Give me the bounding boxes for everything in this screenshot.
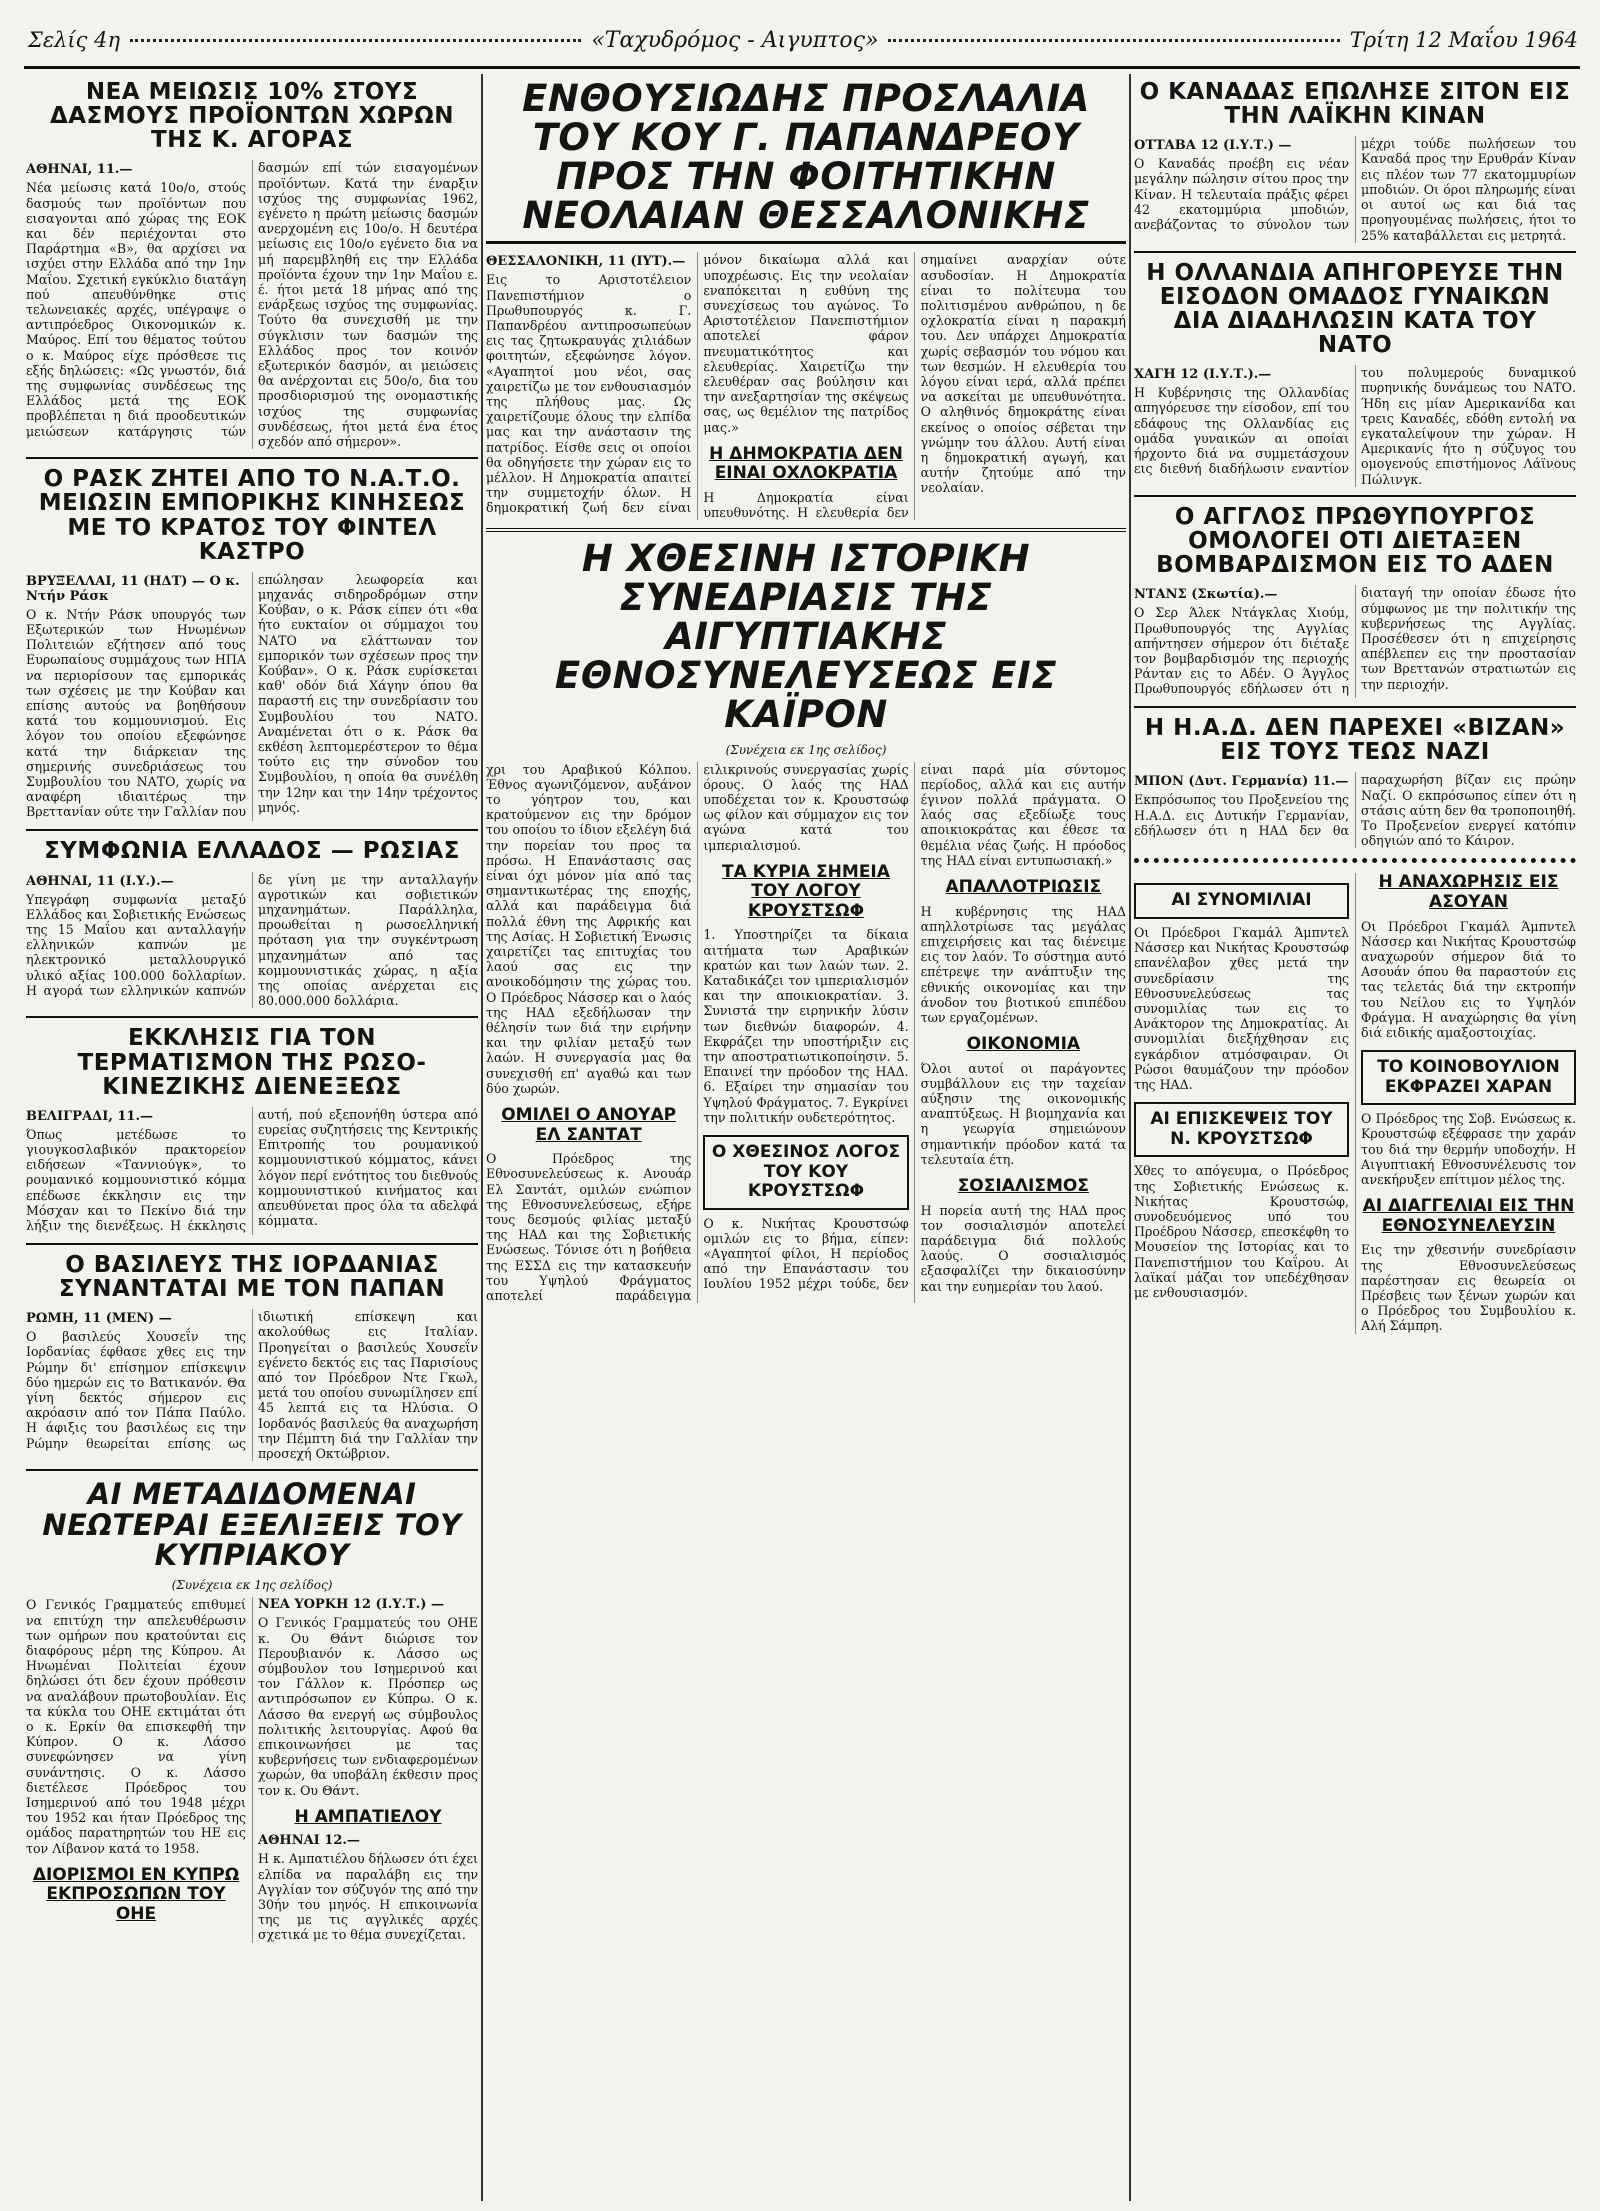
article-body [486, 252, 1126, 520]
headline: ΣΥΜΦΩΝΙΑ ΕΛΛΑΔΟΣ — ΡΩΣΙΑΣ [44, 838, 460, 865]
article-text: Εις την χθεσινήν συνεδρίασιν της Εθνοσυνελεύσεως παρέστησαν εις θεωρεία οι Πρέσβεις των ξένων χωρών και ο Πρόεδρος του Συμβουλίου κ. Αλή Σάμπρη. [1361, 1242, 1576, 1334]
article-text: Υπεγράφη συμφωνία μεταξύ Ελλάδος και Σοβιετικής Ενώσεως της 15 Μαΐου και ανταλλαγήν ελληνικών καπνών με ηλεκτρονικό μεταλλουργικό υλικό αξίας 100.000 δολλαρίων. Η αγορά των ελληνικών καπνών δε γίνη με την ανταλλαγήν αγροτικών και σοβιετικών μηχανημάτων. Παράλληλα, προωθείται η ρωσοελληνική πρόταση για την συγκέντρωση μηχανημάτων από τας κομμουνιστικάς χώρας, η αξία της οποίας ανέρχεται εις 80.000.000 δολλάρια. [26, 871, 478, 1009]
headline: ΑΙ ΜΕΤΑΔΙΔΟΜΕΝΑΙ ΝΕΩΤΕΡΑΙ ΕΞΕΛΙΞΕΙΣ ΤΟΥ ΚΥΠΡΙΑΚΟΥ [42, 1477, 462, 1572]
continuation-note: (Συνέχεια εκ 1ης σελίδος) [725, 742, 887, 757]
article-text: Ο Πρόεδρος της Σοβ. Ενώσεως κ. Κρουστσώφ εξέφρασε την χαράν του διά την θερμήν υποδοχήν. Η Αιγυπτιακή Εθνοσυνέλευσις τον ανεκήρυξεν επίτιμον μέλος της. [1361, 1111, 1576, 1188]
article-text: Η Δημοκρατία είναι υπευθυνότης. Η ελευθερία δεν σημαίνει αναρχίαν ούτε ασυδοσίαν. Η Δημοκρατία είναι το πολίτευμα του πολιτισμένου ανθρώπου, η δε οχλοκρατία είναι η παρακμή του. Δεν υπάρχει Δημοκρατία χωρίς σεβασμόν του νόμου και των θεσμών. Η ελευθερία του λόγου είναι ιερά, αλλά πρέπει να ασκείται με υπευθυνότητα. Ο αληθινός δημοκράτης είναι εκείνος ο οποίος σέβεται την γνώμην του άλλου. Αυτή είναι η δημοκρατική αγωγή, και αυτήν ζητούμε από την νεολαίαν. [703, 252, 1126, 521]
dateline: ΑΘΗΝΑΙ 12.— [258, 1833, 360, 1849]
article-text: Η κυβέρνησις της ΗΑΔ απηλλοτρίωσε τας μεγάλας επιχειρήσεις και τας διένειμε εις τον λαόν. Το σύστημα αυτό επέτρεψε την ανάπτυξιν της εθνικής οικονομίας και την άνοδον του βιοτικού επιπέδου των εργαζομένων. [920, 903, 1126, 1025]
subheading: ΤΟ ΚΟΙΝΟΒΟΥΛΙΟΝ ΕΚΦΡΑΖΕΙ ΧΑΡΑΝ [1361, 1050, 1576, 1105]
dateline: ΟΤΤΑΒΑ 12 (Ι.Υ.Τ.) — [1134, 138, 1292, 154]
article-text: Όπως μετέδωσε το γιουγκοσλαβικόν πρακτορείον ειδήσεων «Ταννιούγκ», το ρουμανικό κομμουνιστικό κόμμα επέδωσε έκκλησιν εις την Μόσχαν και το Πεκίνο διά την λήξιν της διενέξεως. Η έκκλησις αυτή, πού εξεπονήθη ύστερα από ευρείας συζητήσεις της Κεντρικής Επιτροπής του ρουμανικού κομμουνιστικού κόμματος, κάνει λόγον περί ενότητος του διεθνούς κομμουνιστικού κινήματος και απευθύνεται προς όλα τα αδελφά κόμματα. [26, 1106, 478, 1233]
dateline: ΝΕΑ ΥΟΡΚΗ 12 (Ι.Υ.Τ.) — [258, 1597, 444, 1613]
article-separator [1134, 706, 1576, 708]
article-body [1134, 136, 1576, 242]
article-text: Ο Καναδάς προέβη εις νέαν μεγάλην πώλησιν σίτου προς την Κίναν. Η τελευταία πράξις φέρει 42 εκατομμύρια μποδιών, ανεβάζοντας το σύνολον των μέχρι τούδε πωλήσεων του Καναδά προς την Ερυθράν Κίναν εις πλέον των 77 εκατομμυρίων μποδιών. Οι όροι πληρωμής είναι οι αυτοί ως και διά τας προηγουμένας πωλήσεις, ήτοι το 25% καταβάλλεται εις μετρητά. [1134, 136, 1576, 243]
masthead-rule [24, 66, 1580, 69]
headline: Η ΧΘΕΣΙΝΗ ΙΣΤΟΡΙΚΗ ΣΥΝΕΔΡΙΑΣΙΣ ΤΗΣ ΑΙΓΥΠΤΙΑΚΗΣ ΕΘΝΟΣΥΝΕΛΕΥΣΕΩΣ ΕΙΣ ΚΑΪΡΟΝ [554, 537, 1058, 736]
dateline: ΧΑΓΗ 12 (Ι.Υ.Τ.).— [1134, 367, 1272, 383]
article-text: χρι του Αραβικού Κόλπου. Έθνος αγωνιζόμενον, αυξάνον το γόητρον του, και κρατούμενον εις την δρόμον του οποίου το ίδιον εξελέγη διά την πορείαν του προς τα πρόσω. Η Επανάστασις σας είναι όχι μόνον μία από τας σημαντικωτέρας της εποχής, αλλά και παράδειγμα διά πολλά έθνη της Αφρικής και της Ασίας. Η Σοβιετική Ένωσις χαιρετίζει τας επιτυχίας του λαού σας εις την ανοικοδόμησιν της χώρας του. Ο Πρόεδρος Νάσσερ και ο λαός της ΗΑΔ εξεδήλωσαν την θέλησίν των διά την ειρήνην και την φιλίαν μεταξύ των λαών. Η συνεργασία μας θα συνεχισθή επ' αγαθώ και των δύο χωρών. [486, 761, 692, 1096]
subheading: Η ΔΗΜΟΚΡΑΤΙΑ ΔΕΝ ΕΙΝΑΙ ΟΧΛΟΚΡΑΤΙΑ [709, 443, 903, 484]
subheading: Η ΑΜΠΑΤΙΕΛΟΥ [294, 1806, 442, 1827]
headline: Ο ΡΑΣΚ ΖΗΤΕΙ ΑΠΟ ΤΟ Ν.Α.Τ.Ο. ΜΕΙΩΣΙΝ ΕΜΠΟΡΙΚΗΣ ΚΙΝΗΣΕΩΣ ΜΕ ΤΟ ΚΡΑΤΟΣ ΤΟΥ ΦΙΝΤΕΛ ΚΑΣΤΡΟ [38, 466, 466, 565]
article-text: Ο βασιλεύς Χουσεΐν της Ιορδανίας έφθασε χθες εις την Ρώμην δι' επίσημον επίσκεψιν δύο ημερών εις το Βατικανόν. Θα γίνη δεκτός σήμερον εις ακρόασιν από τον Πάπα Παύλο. Η άφιξις του βασιλέως εις την Ρώμην θεωρείται επίσης ως ιδιωτική επίσκεψη και ακολούθως εις Ιταλίαν. Προηγείται ο βασιλεύς Χουσεΐν εγένετο δεκτός εις τας Παρισίους από τον Πρόεδρον Ντε Γκωλ, μετά του οποίου συνωμίλησεν επί 45 λεπτά εις τα Ηλύσια. Ο Ιορδανός βασιλεύς θα αναχωρήση την Πέμπτη διά την Γαλλίαν την προσεχή Οκτώβριον. [26, 1309, 478, 1461]
article-text: Εκπρόσωπος του Προξενείου της Η.Α.Δ. εις Δυτικήν Γερμανίαν, εδήλωσεν ότι η ΗΑΔ δεν θα παραχωρήση βίζαν εις πρώην Ναζί. Ο εκπρόσωπος είπεν ότι η στάσις αύτη δεν θα τροποποιηθή. Το Προξενείον ενεργεί κατόπιν οδηγιών από το Κάιρον. [1134, 772, 1576, 849]
article-body [26, 1107, 478, 1235]
article-text: Οι Πρόεδροι Γκαμάλ Άμπντελ Νάσσερ και Νικήτας Κρουστσώφ επανέλαβον χθες μετά την συνεδρίασιν της Εθνοσυνελεύσεως τας συνομιλίας των εις το Ανάκτορον της Δημοκρατίας. Αι συνομιλίαι διεξήχθησαν εις εγκάρδιον ατμόσφαιραν. Οι Ρώσοι θαυμάζουν την πρόοδον της ΗΑΔ. [1134, 924, 1349, 1093]
masthead-dots [130, 39, 581, 42]
article-separator [1134, 858, 1576, 863]
subheading: Ο ΧΘΕΣΙΝΟΣ ΛΟΓΟΣ ΤΟΥ ΚΟΥ ΚΡΟΥΣΤΣΩΦ [703, 1135, 908, 1210]
subheading: ΟΙΚΟΝΟΜΙΑ [966, 1034, 1081, 1055]
dateline: ΒΡΥΞΕΛΛΑΙ, 11 (ΗΔΤ) — Ο κ. Ντήν Ράσκ [26, 573, 240, 604]
masthead [28, 18, 1578, 62]
column-center [486, 74, 1126, 2201]
issue-date: Τρίτη 12 Μαΐου 1964 [1349, 28, 1578, 52]
article-text: 1. Υποστηρίζει τα δίκαια αιτήματα των Αραβικών κρατών και των λαών των. 2. Καταδικάζει τον ιμπεριαλισμόν και την αποικιοκρατίαν. 3. Συνιστά την ειρηνικήν λύσιν των διεθνών διαφορών. 4. Εκφράζει την υποστήριξιν εις την αποστρατιωτικοποίησιν. 5. Επαινεί την πρόοδον της ΗΑΔ. 6. Εξαίρει την σημασίαν του Υψηλού Φράγματος. 7. Εγκρίνει την πολιτικήν ουδετερότητος. [703, 927, 909, 1125]
article-text: Ο Γενικός Γραμματεύς του ΟΗΕ κ. Ου Θάντ διώρισε τον Περουβιανόν κ. Λάσσο ως σύμβουλον του Ισημερινού και τον Γάλλον κ. Πρόσπερ ως αντιπρόσωπον εν Κύπρω. Ο κ. Λάσσο θα ενεργή ως σύμβουλος πολιτικής λειτουργίας. Αφού θα επικοινωνήσει με τας κυβερνήσεις των ενδιαφερομένων χωρών, θα υποβάλη έκθεσιν προς τον κ. Ου Θάντ. [258, 1615, 478, 1798]
article-text: Ο Γενικός Γραμματεύς επιθυμεί να επιτύχη την απελευθέρωσιν των ομήρων που κρατούνται εις διαφόρους μέρη της Κύπρου. Αι Ηνωμέναι Πολιτείαι έχουν δηλώσει ότι δεν έχουν πρόθεσιν να αναλάβουν πρωτοβουλίαν. Εις τα κύκλα του ΟΗΕ εκτιμάται ότι ο κ. Ερκίν θα επισκεφθή την Κύπρον. Ο κ. Λάσσο συνεφώνησεν να γίνη συνάντησις. Ο κ. Λάσσο διετέλεσε Πρόεδρος του Ισημερινού από του 1948 μέχρι του 1952 και ήταν Πρόεδρος της ομάδος παρατηρητών του ΗΕ εις τον Λίβανον κατά το 1958. [26, 1597, 246, 1856]
headline: Η Η.Α.Δ. ΔΕΝ ΠΑΡΕΧΕΙ «ΒΙΖΑΝ» ΕΙΣ ΤΟΥΣ ΤΕΩΣ ΝΑΖΙ [1144, 715, 1566, 766]
article-body [1134, 365, 1576, 487]
paper-name: «Ταχυδρόμος - Αιγυπτος» [591, 27, 879, 53]
headline: Η ΟΛΛΑΝΔΙΑ ΑΠΗΓΟΡΕΥΣΕ ΤΗΝ ΕΙΣΟΔΟΝ ΟΜΑΔΟΣ ΓΥΝΑΙΚΩΝ ΔΙΑ ΔΙΑΔΗΛΩΣΙΝ ΚΑΤΑ ΤΟΥ ΝΑΤΟ [1146, 259, 1564, 359]
article-text: Οι Πρόεδροι Γκαμάλ Άμπντελ Νάσσερ και Νικήτας Κρουστσώφ αναχωρούν σήμερον διά το Ασουάν όπου θα παραστούν εις τας τελετάς διά την εκτροπήν του Νείλου εις το Υψηλόν Φράγμα. Η αναχώρησις θα γίνη διά ειδικής αμαξοστοιχίας. [1361, 918, 1576, 1040]
subheading: ΤΑ ΚΥΡΙΑ ΣΗΜΕΙΑ ΤΟΥ ΛΟΓΟΥ ΚΡΟΥΣΤΣΩΦ [722, 861, 890, 921]
article-separator [26, 1016, 478, 1018]
article-body [26, 1309, 478, 1461]
headline: ΕΚΚΛΗΣΙΣ ΓΙΑ ΤΟΝ ΤΕΡΜΑΤΙΣΜΟΝ ΤΗΣ ΡΩΣΟ-ΚΙΝΕΖΙΚΗΣ ΔΙΕΝΕΞΕΩΣ [77, 1025, 427, 1100]
article-separator [26, 1243, 478, 1245]
article-text: Όλοι αυτοί οι παράγοντες συμβάλλουν εις την ταχείαν αύξησιν της οικονομικής αναπτύξεως. Η βιομηχανία και η γεωργία σημειώνουν σημαντικήν πρόοδον κατά τα τελευταία έτη. [920, 1060, 1126, 1167]
dateline: ΒΕΛΙΓΡΑΔΙ, 11.— [26, 1108, 153, 1124]
article-separator [26, 1469, 478, 1471]
headline: Ο ΑΓΓΛΟΣ ΠΡΩΘΥΠΟΥΡΓΟΣ ΟΜΟΛΟΓΕΙ ΟΤΙ ΔΙΕΤΑΞΕΝ ΒΟΜΒΑΡΔΙΣΜΟΝ ΕΙΣ ΤΟ ΑΔΕΝ [1156, 503, 1554, 579]
dateline: ΑΘΗΝΑΙ, 11 (Ι.Υ.).— [26, 873, 174, 889]
article-body [1134, 585, 1576, 698]
column-right [1134, 74, 1576, 2201]
dateline: ΝΤΑΝΣ (Σκωτία).— [1134, 587, 1278, 603]
page-label: Σελίς 4η [28, 28, 121, 52]
subheading: ΟΜΙΛΕΙ Ο ΑΝΟΥΑΡ ΕΛ ΣΑΝΤΑΤ [501, 1105, 677, 1145]
column-divider [481, 74, 483, 2201]
subheading: ΑΠΑΛΛΟΤΡΙΩΣΙΣ [945, 876, 1102, 897]
article-body [26, 160, 478, 449]
subheading: ΑΙ ΕΠΙΣΚΕΨΕΙΣ ΤΟΥ Ν. ΚΡΟΥΣΤΣΩΦ [1134, 1102, 1349, 1157]
masthead-dots [888, 39, 1339, 42]
article-separator [1134, 251, 1576, 253]
article-text: Ο κ. Ντήν Ράσκ υπουργός των Εξωτερικών των Ηνωμένων Πολιτειών εζήτησεν από τους Ευρωπαίους συμμάχους των ΗΠΑ να περιορίσουν τας εμπορικάς των σχέσεις με την Κούβαν και επίσης αυτούς να βοηθήσουν κατά του κομμουνισμού. Εις λόγον του οποίου εξεφώνησε κατά την διάρκειαν της σημερινής συνεδριάσεως του Συμβουλίου του ΝΑΤΟ, χωρίς να αναφέρη ιδιαιτέρως την Βρεττανίαν ούτε την Γαλλίαν που επώλησαν λεωφορεία και μηχανάς σιδηροδρόμων στην Κούβαν, ο κ. Ράσκ είπεν ότι «θα ήτο ευκταίον οι σύμμαχοι του ΝΑΤΟ να ελάττωναν τον εμπορικόν των σχέσεων προς την Κούβαν». Ο κ. Ράσκ ευρίσκεται καθ' οδόν διά Χάγην όπου θα παραστή εις την συνεδρίασιν του Συμβουλίου του ΝΑΤΟ. Αναμένεται ότι ο κ. Ράσκ θα εκθέση λεπτομερέστερον το θέμα τούτο εις την σύνοδον του Συμβουλίου, η οποία θα συνέλθη την 12ην και την 14ην τρέχοντος μηνός. [26, 571, 478, 820]
article-text: Ο κ. Νικήτας Κρουστσώφ ομιλών εις το βήμα, είπεν: «Αγαπητοί φίλοι, Η περίοδος από την Επανάστασιν του Ιουλίου 1952 μέχρι τούδε, δεν είναι παρά μία σύντομος περίοδος, αλλά και εις αυτήν έγινον πολλά πράγματα. Ο λαός σας εξεδίωξε τους αποικιοκράτας και έθεσε τα θεμέλια νέας ζωής. Η πρόοδος της ΗΑΔ είναι εντυπωσιακή.» [703, 761, 1126, 1292]
article-text: Ο Σερ Άλεκ Ντάγκλας Χιούμ, Πρωθυπουργός της Αγγλίας απήντησεν σήμερον ότι διέταξε τον βομβαρδισμόν της περιοχής Ράνταν εις το Αδέν. Ο Άγγλος Πρωθυπουργός εδήλωσεν ότι η διαταγή την οποίαν έδωσε ήτο σύμφωνος με την πολιτικήν της κυβερνήσεως της Αγγλίας. Προσέθεσεν ότι η επιχείρησις απέβλεπεν εις την προστασίαν των Βρεττανών στρατιωτών εις την περιοχήν. [1134, 585, 1576, 697]
article-body [26, 872, 478, 1009]
article-body [1134, 873, 1576, 1333]
column-divider [1129, 74, 1131, 2201]
article-body [26, 1597, 478, 1942]
article-separator [1134, 495, 1576, 497]
article-text: Η κ. Αμπατιέλου δήλωσεν ότι έχει ελπίδα να παραλάβη εις την Αγγλίαν τον σύζυγόν της από την 30ήν του μηνός. Η επικοινωνία της με τις αγγλικές αρχές σχετικά με το θέμα συνεχίζεται. [258, 1851, 478, 1943]
article-text: Η πορεία αυτή της ΗΑΔ προς τον σοσιαλισμόν αποτελεί παράδειγμα διά πολλούς λαούς. Ο σοσιαλισμός εξασφαλίζει την δικαιοσύνην και την ευημερίαν του λαού. [920, 1202, 1126, 1294]
dateline: ΜΠΟΝ (Δυτ. Γερμανία) 11.— [1134, 774, 1349, 790]
continuation-note: (Συνέχεια εκ 1ης σελίδος) [171, 1578, 333, 1593]
subheading: Η ΑΝΑΧΩΡΗΣΙΣ ΕΙΣ ΑΣΟΥΑΝ [1378, 872, 1559, 912]
article-separator [486, 528, 1126, 532]
headline: Ο ΒΑΣΙΛΕΥΣ ΤΗΣ ΙΟΡΔΑΝΙΑΣ ΣΥΝΑΝΤΑΤΑΙ ΜΕ ΤΟΝ ΠΑΠΑΝ [58, 1251, 446, 1302]
dateline: ΡΩΜΗ, 11 (ΜΕΝ) — [26, 1311, 172, 1327]
column-left [26, 74, 478, 2201]
article-text: Ο Πρόεδρος της Εθνοσυνελεύσεως κ. Ανουάρ Ελ Σαντάτ, ομιλών ενώπιον της Εθνοσυνελεύσεως, εξήρε τους δεσμούς φιλίας μεταξύ της ΗΑΔ και της Σοβιετικής Ενώσεως. Τόνισε ότι η βοήθεια της ΕΣΣΔ εις την κατασκευήν του Υψηλού Φράγματος αποτελεί παράδειγμα ειλικρινούς συνεργασίας χωρίς όρους. Ο λαός της ΗΑΔ υποδέχεται τον κ. Κρουστσώφ ως φίλον και σύμμαχον εις τον αγώνα κατά του ιμπεριαλισμού. [486, 761, 909, 1303]
article-separator [26, 829, 478, 831]
subheading: ΣΟΣΙΑΛΙΣΜΟΣ [957, 1176, 1089, 1197]
headline: ΝΕΑ ΜΕΙΩΣΙΣ 10% ΣΤΟΥΣ ΔΑΣΜΟΥΣ ΠΡΟΪΟΝΤΩΝ ΧΩΡΩΝ ΤΗΣ Κ. ΑΓΟΡΑΣ [49, 79, 455, 154]
article-text: Χθες το απόγευμα, ο Πρόεδρος της Σοβιετικής Ενώσεως κ. Νικήτας Κρουστσώφ, συνοδευόμενος υπό του Προέδρου Νάσσερ, επεσκέφθη το Μουσείον της Ιστορίας και το Πανεπιστήμιον του Καΐρου. Αι λαϊκαί μάζαι τον υπεδέχθησαν με ενθουσιασμόν. [1134, 1163, 1349, 1300]
article-text: Νέα μείωσις κατά 10ο/ο, στούς δασμούς των προϊόντων που εισαγονται από χώρας της ΕΟΚ και δέν περιέχονται στο Παράρτημα «Β», θα αρχίσει να ισχύει στην Ελλάδα από την 1ην Μαΐου. Σχετική εγκύκλιο διατάγη πού απευθύνθηκε στις τελωνειακές αρχές, υπέγραψε ο αντιπρόεδρος Οικονομικών κ. Μαύρος. Επί του θέματος τούτου ο κ. Μαύρος είχε πρόσθεσε τις εξής δηλώσεις: «Ως γνωστόν, διά της συμφωνίας συνδέσεως της Ελλάδος μετά της ΕΟΚ προβλέπεται η διά προοδευτικών μειώσεων κατάργησις τών δασμών επί τών εισαγομένων προϊόντων. Κατά την έναρξιν ισχύος της συμφωνίας 1962, εγένετο η πρώτη μείωσις δασμών ανερχομένη εις 10ο/ο. Η δευτέρα μείωσις εις 10ο/ο εγένετο δια να μή παρεμβληθή εις την Ελλάδα προϊόντα έχουν την 1ην Μαΐου ε. έ. ήτοι μετά 18 μήνας από της ενάρξεως ισχύος της συμφωνίας. Τούτο θα συνεχισθή με την σύγκλισιν των δασμών της Ελλάδος προς τον κοινόν εξωτερικόν δασμόν, αι μειώσεις θα ανέρχονται εις 50ο/ο, δια του προσδιορισμού της ονομαστικής ισχύος της συμφωνίας συνδέσεως, ήτοι μετά ένα έτος σχεδόν από σήμερον». [26, 160, 478, 450]
subheading: ΑΙ ΔΙΑΓΓΕΛΙΑΙ ΕΙΣ ΤΗΝ ΕΘΝΟΣΥΝΕΛΕΥΣΙΝ [1362, 1196, 1575, 1236]
article-body [26, 572, 478, 822]
dateline: ΑΘΗΝΑΙ, 11.— [26, 162, 133, 178]
subheading: ΔΙΟΡΙΣΜΟΙ ΕΝ ΚΥΠΡΩ ΕΚΠΡΟΣΩΠΩΝ ΤΟΥ ΟΗΕ [32, 1864, 240, 1924]
article-text: Εις το Αριστοτέλειον Πανεπιστήμιον ο Πρωθυπουργός κ. Γ. Παπανδρέου αντιπροσωπεύων εις τας ζητωκραυγάς χιλιάδων φοιτητών, εξεφώνησε λόγον. «Αγαπητοί μου νέοι, σας χαιρετίζω με τον ενθουσιασμόν της πλήθους μας. Ως χαιρετίζουμε όλους την ελπίδα μας και την ανάστασιν της πατρίδος. Είσθε σεις οι οποίοι θα οδηγήσετε την χώραν εις το μέλλον. Η Δημοκρατία απαιτεί την συμμετοχήν όλων. Η δημοκρατική ζωή δεν είναι μόνον δικαίωμα αλλά και υποχρέωσις. Εις την νεολαίαν εναπόκειται η ευθύνη της συνεχίσεως του αγώνος. Το Αριστοτέλειον Πανεπιστήμιον αποτελεί φάρον πνευματικότητος και ελευθερίας. Χαιρετίζω την ελευθέραν σας βούλησιν και την ανεξαρτησίαν της σκέψεως σας, ως θεμέλιον της πατρίδος μας.» [486, 252, 909, 516]
headline: ΕΝΘΟΥΣΙΩΔΗΣ ΠΡΟΣΛΑΛΙΑ ΤΟΥ ΚΟΥ Γ. ΠΑΠΑΝΔΡΕΟΥ ΠΡΟΣ ΤΗΝ ΦΟΙΤΗΤΙΚΗΝ ΝΕΟΛΑΙΑΝ ΘΕΣΣΑΛΟΝΙΚΗΣ [486, 80, 1126, 244]
article-body [486, 762, 1126, 1304]
article-body [1134, 772, 1576, 848]
article-text: Η Κυβέρνησις της Ολλανδίας απηγόρευσε την είσοδον, επί του εδάφους της Ολλανδίας εις ομάδα γυναικών αι οποίαι ήρχοντο διά να συμμετάσχουν εις διεθνή διαδήλωσιν εναντίον του πολυμερούς δυναμικού πυρηνικής δυνάμεως του ΝΑΤΟ. Ήδη εις μίαν Αμερικανίδα και τρεις Καναδές, εδόθη εντολή να εγκαταλείψουν την χώραν. Η Αμερικανίς ήτο η σύζυγος του ομογενούς επιστήμονος Λάϊνους Πώλινγκ. [1134, 365, 1576, 487]
subheading: ΑΙ ΣΥΝΟΜΙΛΙΑΙ [1134, 883, 1349, 919]
article-separator [26, 457, 478, 459]
dateline: ΘΕΣΣΑΛΟΝΙΚΗ, 11 (ΙΥΤ).— [486, 254, 686, 270]
headline: Ο ΚΑΝΑΔΑΣ ΕΠΩΛΗΣΕ ΣΙΤΟΝ ΕΙΣ ΤΗΝ ΛΑΪΚΗΝ ΚΙΝΑΝ [1139, 79, 1571, 130]
